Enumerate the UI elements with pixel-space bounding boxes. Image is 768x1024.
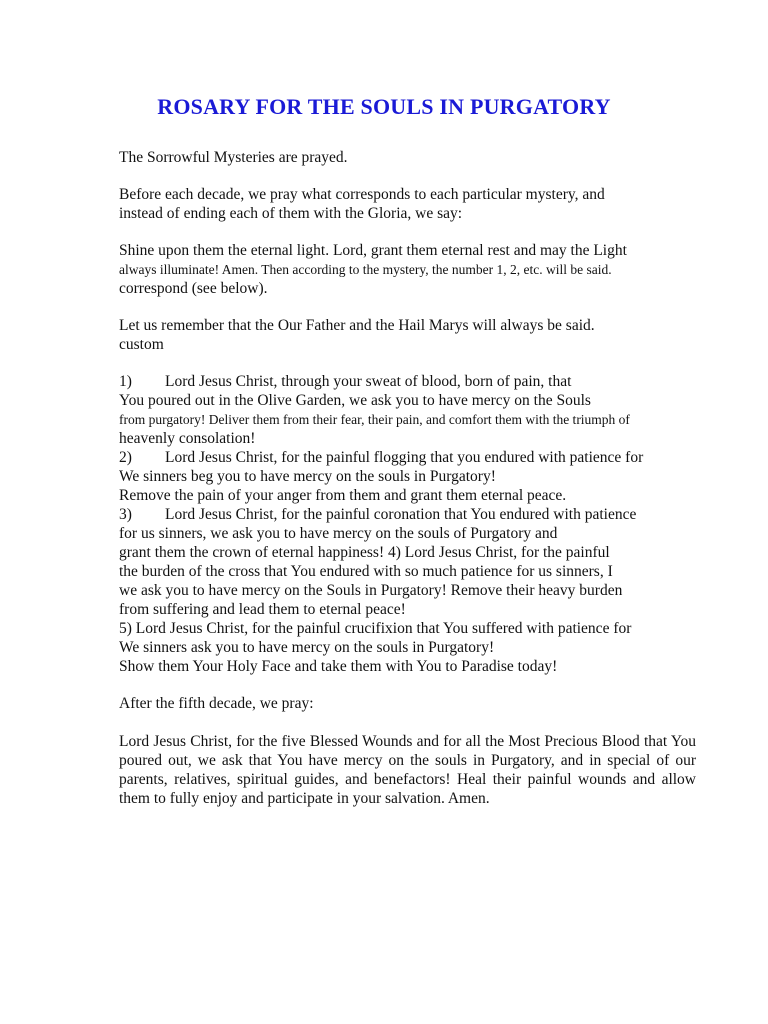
mystery-2-number: 2) <box>119 449 132 466</box>
before-decade-line-2: instead of ending each of them with the Gloria, we say: <box>119 205 463 222</box>
mystery-4-line-3: we ask you to have mercy on the Souls in Purgatory! Remove their heavy burden <box>119 582 623 599</box>
shine-line-2: always illuminate! Amen. Then according to the mystery, the number 1, 2, etc. will be said. <box>119 262 612 277</box>
before-decade-line-1: Before each decade, we pray what corresponds to each particular mystery, and <box>119 186 605 203</box>
mystery-3-line-1 <box>119 506 636 524</box>
mystery-5-line-3: Show them Your Holy Face and take them with You to Paradise today! <box>119 658 558 675</box>
mystery-2-line-2: We sinners beg you to have mercy on the souls in Purgatory! <box>119 468 496 485</box>
mystery-3-line-3: grant them the crown of eternal happiness! 4) Lord Jesus Christ, for the painful <box>119 544 610 561</box>
mystery-3-number: 3) <box>119 506 132 523</box>
mystery-1-text: Lord Jesus Christ, through your sweat of blood, born of pain, that <box>165 373 572 390</box>
mystery-5-line-1: 5) Lord Jesus Christ, for the painful crucifixion that You suffered with patience for <box>119 620 632 637</box>
after-fifth-line: After the fifth decade, we pray: <box>119 695 314 712</box>
mystery-5-line-2: We sinners ask you to have mercy on the souls in Purgatory! <box>119 639 495 656</box>
intro-line: The Sorrowful Mysteries are prayed. <box>119 149 348 166</box>
mystery-4-line-2: the burden of the cross that You endured with so much patience for us sinners, I <box>119 563 613 580</box>
document-title: ROSARY FOR THE SOULS IN PURGATORY <box>157 94 611 119</box>
remember-line-2: custom <box>119 336 164 353</box>
mystery-1-line-2: You poured out in the Olive Garden, we ask you to have mercy on the Souls <box>119 392 591 409</box>
shine-line-3: correspond (see below). <box>119 280 268 297</box>
remember-line-1: Let us remember that the Our Father and the Hail Marys will always be said. <box>119 317 595 334</box>
mystery-2-line-3: Remove the pain of your anger from them and grant them eternal peace. <box>119 487 567 504</box>
mystery-1-line-4: heavenly consolation! <box>119 430 256 447</box>
mystery-3-line-2: for us sinners, we ask you to have mercy on the souls of Purgatory and <box>119 525 558 542</box>
closing-prayer: Lord Jesus Christ, for the five Blessed Wounds and for all the Most Precious Blood that You poured out, we ask that You have mercy on the souls in Purgatory, and in special of our parents, relatives, spiritual guides, and benefactors! Heal their painful wounds and allow them to fully enjoy and participate in your salvation. Amen. <box>119 733 696 807</box>
shine-line-1: Shine upon them the eternal light. Lord, grant them eternal rest and may the Light <box>119 242 627 259</box>
mystery-4-line-4: from suffering and lead them to eternal peace! <box>119 601 406 618</box>
mystery-1-line-3: from purgatory! Deliver them from their fear, their pain, and comfort them with the triumph of <box>119 412 630 427</box>
mystery-1-number: 1) <box>119 373 132 390</box>
mystery-2-line-1 <box>119 449 643 467</box>
mystery-1-line-1 <box>119 373 571 391</box>
mystery-3-text: Lord Jesus Christ, for the painful coronation that You endured with patience <box>165 506 637 523</box>
mystery-2-text: Lord Jesus Christ, for the painful flogging that you endured with patience for <box>165 449 644 466</box>
